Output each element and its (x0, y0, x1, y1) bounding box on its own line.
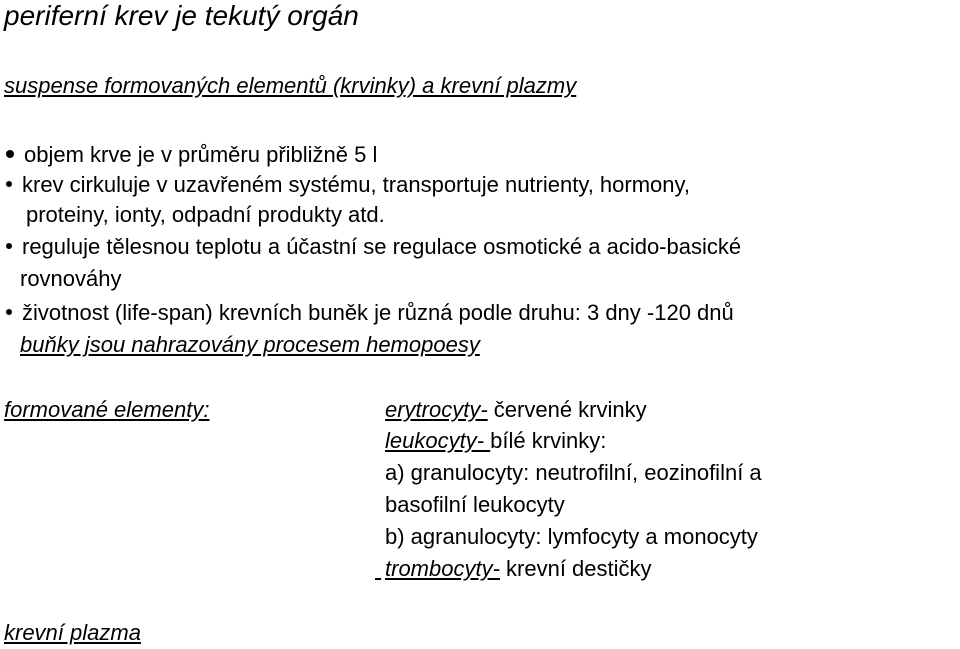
bullet-continuation: rovnováhy (20, 266, 122, 291)
leukocytes-line (385, 430, 606, 452)
page-title: periferní krev je tekutý orgán (4, 0, 359, 31)
bullet-item-lifespan (6, 302, 734, 324)
bullet-icon (6, 309, 12, 315)
plasma-heading: krevní plazma (4, 620, 141, 645)
bullet-text: objem krve je v průměru přibližně 5 l (24, 142, 378, 167)
bullet-item-regulation (6, 236, 741, 258)
granulocytes-line: a) granulocyty: neutrofilní, eozinofilní a (385, 460, 762, 485)
bullet-item-circulation (6, 174, 690, 196)
bullet-icon (6, 181, 12, 187)
bullet-icon (6, 243, 12, 249)
bullet-text: reguluje tělesnou teplotu a účastní se regulace osmotické a acido-basické (22, 234, 742, 259)
granulocytes-continuation: basofilní leukocyty (385, 492, 565, 517)
bullet-continuation: proteiny, ionty, odpadní produkty atd. (26, 202, 385, 227)
erythrocytes-desc: červené krvinky (487, 397, 647, 422)
bullet-continuation-emphasis: buňky jsou nahrazovány procesem hemopoesy (20, 332, 480, 357)
leukocytes-desc: bílé krvinky: (490, 428, 607, 453)
erythrocytes-term: erytrocyty- (385, 397, 488, 422)
bullet-icon (6, 150, 14, 158)
bullet-text: životnost (life-span) krevních buněk je různá podle druhu: 3 dny -120 dnů (22, 300, 734, 325)
thrombocytes-line (375, 558, 652, 580)
subtitle: suspense formovaných elementů (krvinky) a krevní plazmy (4, 73, 577, 98)
erythrocytes-line (385, 399, 647, 421)
agranulocytes-line: b) agranulocyty: lymfocyty a monocyty (385, 524, 758, 549)
formed-elements-heading: formované elementy: (4, 397, 210, 422)
bullet-item-volume (6, 144, 377, 166)
thrombocytes-desc: krevní destičky (499, 556, 652, 581)
thrombocytes-term: trombocyty- (385, 556, 500, 581)
thrombocytes-lead (375, 558, 385, 580)
leukocytes-term: leukocyty- (385, 428, 491, 453)
bullet-text: krev cirkuluje v uzavřeném systému, transportuje nutrienty, hormony, (22, 172, 691, 197)
